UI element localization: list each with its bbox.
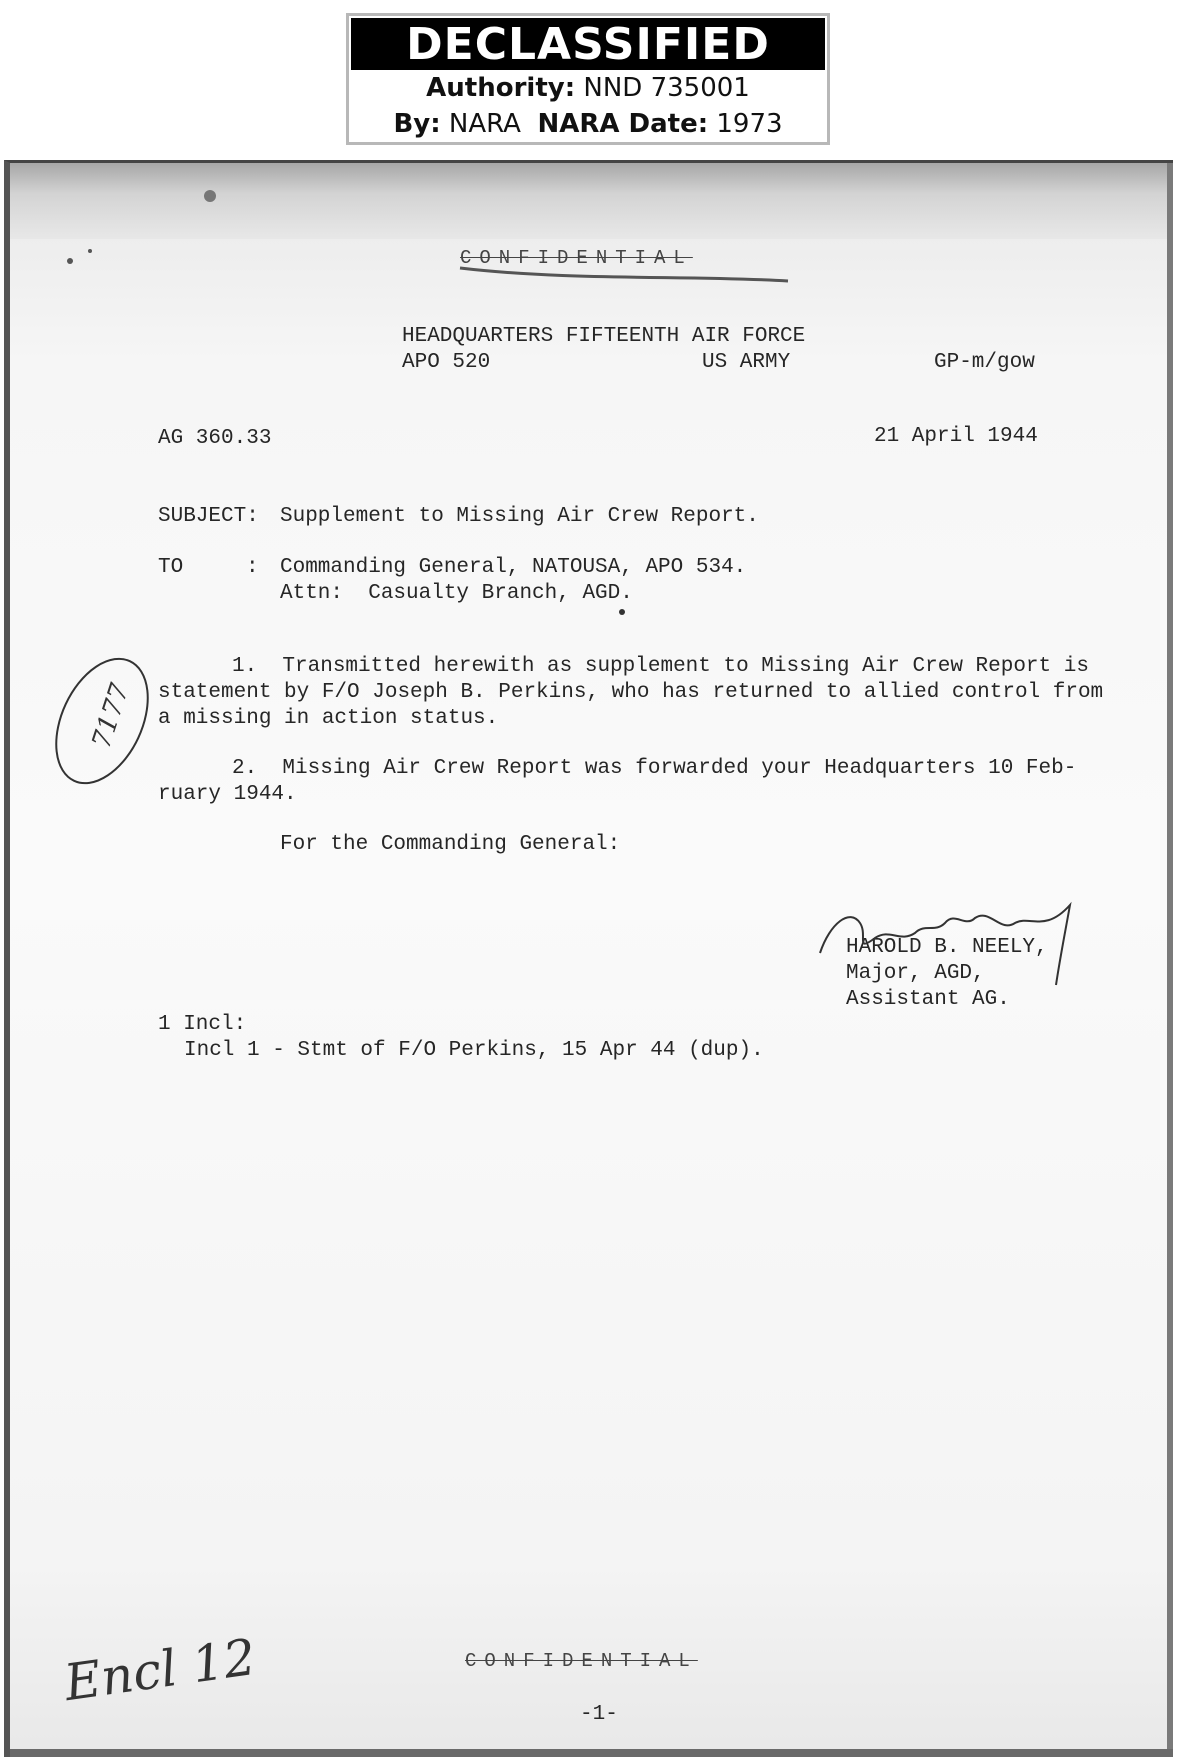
closing-line: For the Commanding General: [280,833,621,856]
classification-top: CONFIDENTIAL [460,247,693,269]
page-number: -1- [580,1703,618,1726]
to-colon: : [246,556,259,579]
scan-speck [204,190,216,202]
handwriting-overlay [10,163,1173,1757]
stamp-date-label: NARA Date: [537,109,709,139]
to-text: Commanding General, NATOUSA, APO 534. [280,556,747,579]
scan-speck [619,609,625,615]
classification-bottom: CONFIDENTIAL [465,1650,698,1672]
paragraph-1-line-3: a missing in action status. [158,707,499,730]
classification-swoosh [460,268,788,281]
stamp-by-label: By: [393,109,441,139]
attention-text: Attn: Casualty Branch, AGD. [280,582,633,605]
document-sheet [4,160,1173,1757]
stamp-by-value: NARA [448,109,521,139]
signature-name: HAROLD B. NEELY, [846,936,1048,959]
signature-scribble [820,905,1070,985]
paragraph-2-line-1: 2. Missing Air Crew Report was forwarded your Headquarters 10 Feb- [232,757,1077,780]
headquarters-line: HEADQUARTERS FIFTEENTH AIR FORCE [402,325,806,348]
stamp-authority-label: Authority: [426,73,576,103]
to-label: TO [158,556,184,579]
enclosure-item: Incl 1 - Stmt of F/O Perkins, 15 Apr 44 (dup). [184,1039,764,1062]
handwritten-footer: Encl 12 [60,1627,260,1713]
circled-number-oval [38,644,166,797]
file-number: AG 360.33 [158,427,272,450]
signature-rank: Major, AGD, [846,962,985,985]
stamp-title: DECLASSIFIED [351,18,825,70]
letter-date: 21 April 1944 [874,425,1038,448]
declassified-stamp [346,13,830,145]
stamp-date-value: 1973 [716,109,783,139]
handwritten-number: 7177 [86,679,136,753]
reference-code: GP-m/gow [934,351,1035,374]
hq-army: US ARMY [702,351,791,374]
paragraph-1-line-2: statement by F/O Joseph B. Perkins, who has returned to allied control from [158,681,1104,704]
stamp-by-date [349,106,827,142]
paragraph-2-line-2: ruary 1944. [158,783,297,806]
enclosure-label: 1 Incl: [158,1013,247,1036]
stamp-authority-value: NND 735001 [583,73,750,103]
stamp-authority [349,70,827,106]
signature-title: Assistant AG. [846,988,1010,1011]
hq-apo: APO 520 [402,351,491,374]
scan-speck [67,258,73,264]
subject-label: SUBJECT: [158,505,259,528]
paragraph-1-line-1: 1. Transmitted herewith as supplement to Missing Air Crew Report is [232,655,1089,678]
scan-speck [88,249,92,253]
subject-text: Supplement to Missing Air Crew Report. [280,505,759,528]
